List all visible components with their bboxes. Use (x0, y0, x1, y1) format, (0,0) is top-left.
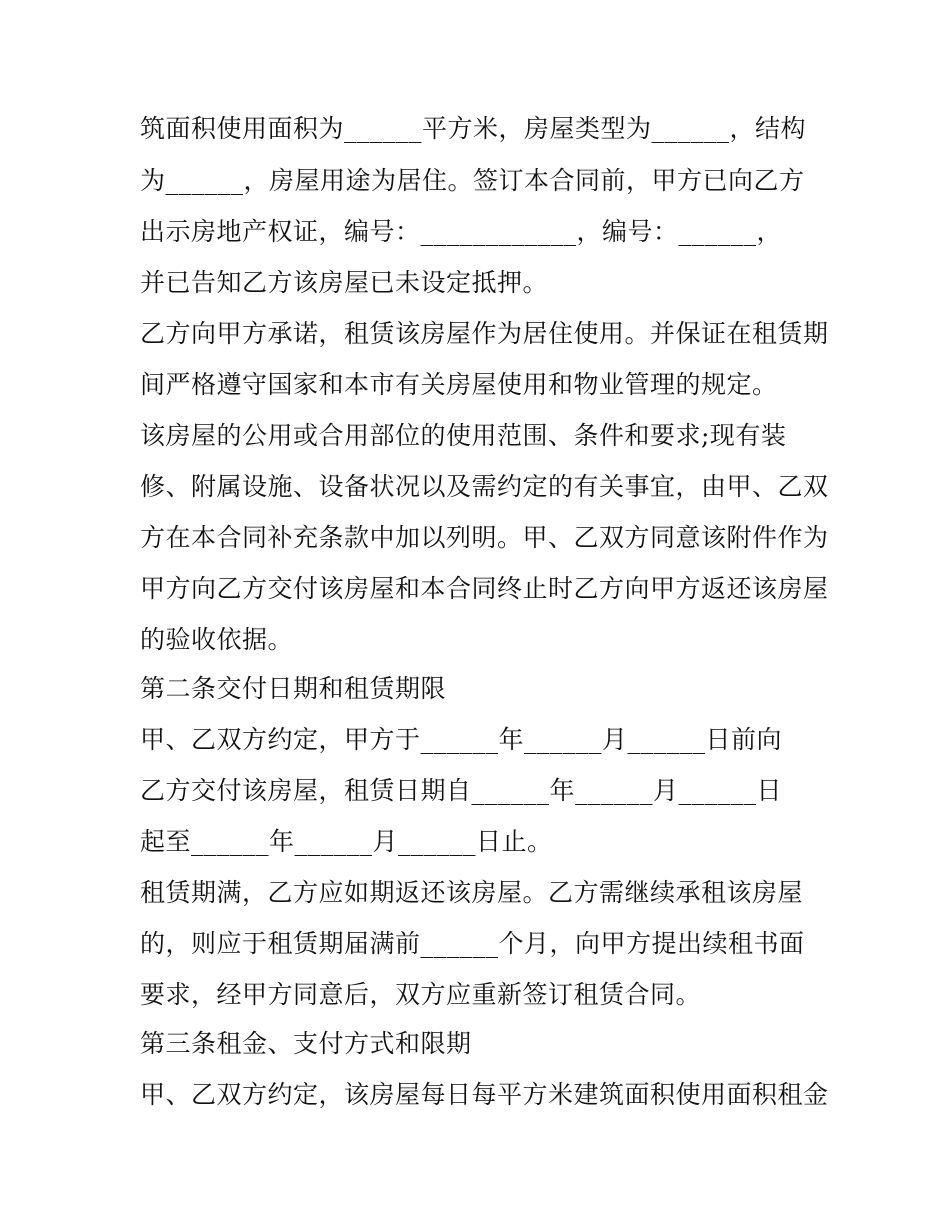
text-line: 方在本合同补充条款中加以列明。甲、乙双方同意该附件作为 (140, 523, 829, 552)
section-heading: 第三条租金、支付方式和限期 (140, 1029, 472, 1058)
text-line: 为______，房屋用途为居住。签订本合同前，甲方已向乙方 (140, 166, 805, 195)
text-line: 的验收依据。 (140, 625, 294, 654)
text-line: 租赁期满，乙方应如期返还该房屋。乙方需继续承租该房屋 (140, 878, 804, 907)
text-line: 并已告知乙方该房屋已未设定抵押。 (140, 268, 549, 297)
text-line: 起至______年______月______日止。 (140, 827, 553, 856)
text-line: 出示房地产权证，编号：____________，编号：______， (140, 217, 783, 246)
text-line: 筑面积使用面积为______平方米，房屋类型为______，结构 (140, 114, 807, 143)
text-line: 该房屋的公用或合用部位的使用范围、条件和要求;现有装 (140, 421, 787, 450)
text-line: 要求，经甲方同意后，双方应重新签订租赁合同。 (140, 980, 702, 1009)
text-line: 间严格遵守国家和本市有关房屋使用和物业管理的规定。 (140, 370, 778, 399)
text-line: 甲方向乙方交付该房屋和本合同终止时乙方向甲方返还该房屋 (140, 574, 829, 603)
text-line: 修、附属设施、设备状况以及需约定的有关事宜，由甲、乙双 (140, 472, 829, 501)
text-line: 乙方交付该房屋，租赁日期自______年______月______日 (140, 776, 783, 805)
text-line: 甲、乙双方约定，甲方于______年______月______日前向 (140, 725, 783, 754)
text-line: 的，则应于租赁期届满前______个月，向甲方提出续租书面 (140, 929, 805, 958)
text-line: 甲、乙双方约定，该房屋每日每平方米建筑面积使用面积租金 (140, 1080, 829, 1109)
section-heading: 第二条交付日期和租赁期限 (140, 674, 447, 703)
text-line: 乙方向甲方承诺，租赁该房屋作为居住使用。并保证在租赁期 (140, 319, 829, 348)
